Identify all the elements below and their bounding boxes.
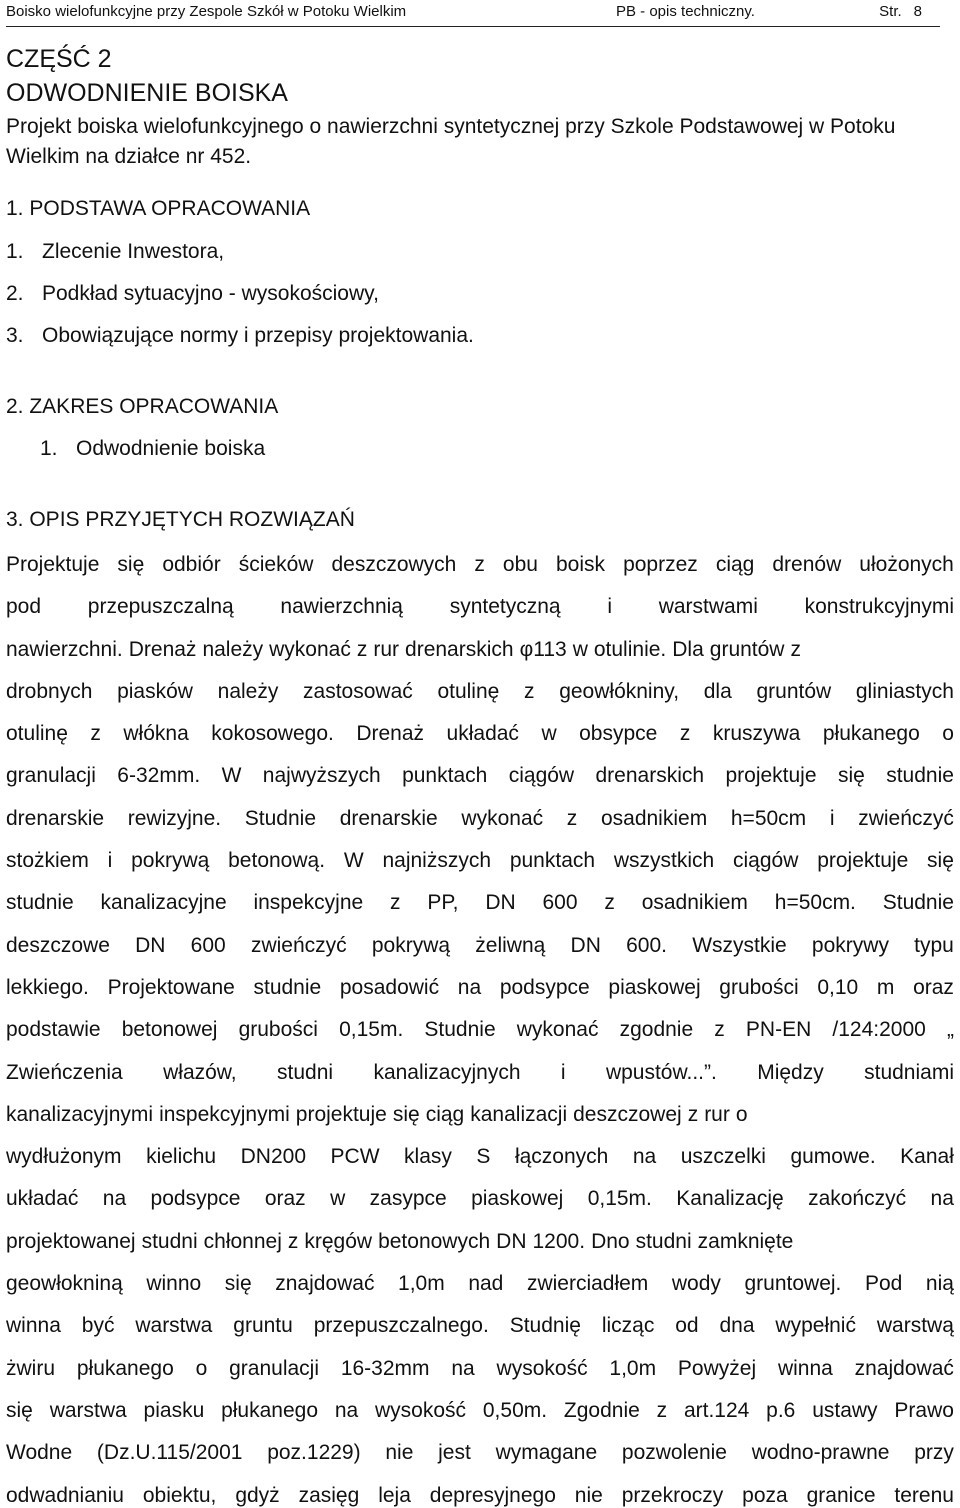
word: jest (438, 1441, 471, 1465)
word: osadnikiem (641, 891, 748, 915)
paragraph-line (6, 1475, 954, 1508)
word: p.6 (766, 1398, 796, 1422)
word: Wodne (6, 1441, 73, 1465)
word: zakończyć (808, 1187, 907, 1211)
word: gumowe. (790, 1145, 876, 1169)
word: gruntu (233, 1314, 293, 1338)
word: 0,10 (817, 975, 859, 999)
word: z (474, 553, 485, 576)
word: W (343, 849, 364, 873)
word: DN (135, 933, 166, 957)
word: granulacji (229, 1356, 319, 1380)
word: ścieków (238, 553, 314, 576)
word: betonowych (378, 1229, 491, 1253)
word: inspekcyjne (253, 891, 364, 915)
word: studni (277, 1060, 334, 1084)
word: podsypce (150, 1187, 241, 1211)
word: odbiór (162, 553, 221, 576)
word: wypełnić (775, 1314, 856, 1338)
word: studnie (253, 975, 322, 999)
word: kręgów (304, 1229, 373, 1253)
word: 600 (190, 933, 226, 957)
word: grubości (719, 975, 799, 999)
word: piasku (143, 1398, 205, 1422)
word: 16-32mm (340, 1356, 430, 1380)
word: pokrywą (131, 849, 210, 873)
word: klasy (404, 1145, 452, 1169)
word: konstrukcyjnymi (804, 595, 954, 619)
paragraph-line (6, 967, 954, 1009)
word: W (221, 764, 242, 788)
word: kanalizacji (470, 1102, 568, 1126)
word: Studnie (424, 1018, 496, 1042)
word: zastosować (303, 679, 413, 703)
word: obiektu, (142, 1483, 217, 1507)
word: kokosowego. (211, 722, 334, 746)
word: zwieńczyć (858, 806, 954, 830)
list-item-text: Odwodnienie boiska (76, 437, 266, 460)
word: z (90, 722, 101, 746)
header-page-label (879, 2, 922, 22)
word: należy (217, 679, 279, 703)
word: się (837, 764, 865, 788)
word: przy (914, 1441, 954, 1465)
word: lekkiego. (6, 975, 89, 999)
paragraph-line (6, 882, 954, 924)
word: piaskowej (608, 975, 701, 999)
word: studni (635, 1229, 692, 1253)
section-heading-solutions: 3. OPIS PRZYJĘTYCH ROZWIĄZAŃ (6, 508, 355, 531)
word: ułożonych (859, 553, 954, 576)
word: obsypce (579, 722, 658, 746)
header-page-prefix: Str. (879, 3, 902, 20)
word: płukanego (76, 1356, 174, 1380)
word: nad (468, 1272, 504, 1296)
word: dna (719, 1314, 755, 1338)
list-item-text: Podkład sytuacyjno - wysokościowy, (42, 282, 379, 305)
paragraph-line (6, 671, 954, 713)
word: otulinie. (593, 637, 667, 661)
word: żeliwną (475, 933, 546, 957)
word: 0,15m. (587, 1187, 652, 1211)
paragraph-line (6, 798, 954, 840)
word: z (679, 722, 691, 746)
word: betonową. (228, 849, 326, 873)
word: 1,0m (609, 1356, 657, 1380)
word: drenarskie (339, 806, 438, 830)
word: 6-32mm. (117, 764, 201, 788)
word: DN (570, 933, 601, 957)
word: nie (385, 1441, 414, 1465)
word: betonowej (121, 1018, 218, 1042)
word: punktach (509, 849, 596, 873)
word: Pod (864, 1272, 903, 1296)
word: Prawo (894, 1398, 954, 1422)
word: kanalizacyjnymi (6, 1102, 154, 1126)
paragraph-line (6, 1094, 954, 1136)
word: m (876, 975, 895, 999)
word: Wszystkie (692, 933, 787, 957)
word: projektuje (817, 849, 909, 873)
word: boisk (556, 553, 606, 576)
word: o (195, 1356, 208, 1380)
paragraph-line (6, 586, 954, 628)
word: płukanego (822, 722, 920, 746)
word: deszczowej (573, 1102, 682, 1126)
word: (Dz.U.115/2001 (96, 1441, 243, 1465)
word: typu (914, 933, 954, 957)
word: zasypce (369, 1187, 447, 1211)
basis-list-item (6, 322, 474, 350)
word: z (687, 1102, 699, 1126)
word: warstwami (658, 595, 758, 619)
word: Studnie (244, 806, 317, 830)
word: być (81, 1314, 115, 1338)
word: piaskowej (471, 1187, 564, 1211)
word: nie (574, 1483, 603, 1507)
word: włókna (123, 722, 189, 746)
word: 0,15m. (339, 1018, 404, 1042)
word: Zgodnie (563, 1398, 640, 1422)
word: gruntowej. (744, 1272, 842, 1296)
word: 0,50m. (482, 1398, 548, 1422)
paragraph-line (6, 1178, 954, 1220)
word: PP, (427, 891, 459, 915)
word: drenarskich (595, 764, 705, 788)
word: geowłokniną (6, 1272, 123, 1296)
word: na (457, 975, 482, 999)
word: wodno-prawne (751, 1441, 890, 1465)
word: DN (485, 891, 516, 915)
word: leja (378, 1483, 411, 1507)
paragraph-line (6, 1221, 954, 1263)
paragraph-line (6, 713, 954, 755)
word: warstwa (49, 1398, 127, 1422)
word: Powyżej (677, 1356, 757, 1380)
word: w (572, 637, 588, 661)
word: nią (925, 1272, 954, 1296)
word: z (656, 1398, 668, 1422)
word: wysokość (375, 1398, 467, 1422)
paragraph-line (6, 1390, 954, 1432)
word: drenarskie (6, 806, 105, 830)
paragraph-line (6, 840, 954, 882)
word: znajdować (854, 1356, 954, 1380)
word: wymagane (495, 1441, 598, 1465)
word: na (632, 1145, 657, 1169)
word: najniższych (382, 849, 492, 873)
word: studniami (864, 1060, 954, 1084)
word: kielichu (146, 1145, 217, 1169)
word: przekroczy (621, 1483, 724, 1507)
word: granice (806, 1483, 876, 1507)
word: winno (146, 1272, 202, 1296)
word: zasięg (298, 1483, 360, 1507)
word: wydłużonym (6, 1145, 122, 1169)
paragraph-line (6, 925, 954, 967)
word: depresyjnego (429, 1483, 556, 1507)
word: stożkiem (6, 849, 89, 873)
word: wykonać (516, 1018, 599, 1042)
word: S (476, 1145, 491, 1169)
word: układać (6, 1187, 79, 1211)
word: na (334, 1398, 359, 1422)
word: wpustów...”. (605, 1060, 717, 1084)
word: znajdować (275, 1272, 375, 1296)
word: /124:2000 (832, 1018, 926, 1042)
word: gruntów (709, 637, 785, 661)
header-document-type: PB - opis techniczny. (616, 3, 755, 20)
word: ustawy (812, 1398, 878, 1422)
scope-list-item (40, 435, 265, 463)
word: rur (704, 1102, 730, 1126)
page-header (6, 2, 940, 27)
word: Między (757, 1060, 824, 1084)
word: z (287, 1229, 299, 1253)
word: łączonych (514, 1145, 609, 1169)
word: inspekcyjnymi (159, 1102, 290, 1126)
word: i (829, 806, 835, 830)
word: ciągów (733, 849, 799, 873)
word: pozwolenie (621, 1441, 727, 1465)
word: ciągów (508, 764, 575, 788)
word: nawierzchni. (6, 637, 123, 661)
word: poprzez (623, 553, 698, 576)
word: chłonnej (203, 1229, 282, 1253)
word: zgodnie (619, 1018, 694, 1042)
word: zamknięte (697, 1229, 794, 1253)
intro-paragraph: Projekt boiska wielofunkcyjnego o nawierzchni syntetycznej przy Szkole Podstawowej w Potoku Wielkim na działce nr 452. (6, 115, 896, 168)
word: pokrywy (811, 933, 889, 957)
header-page-number: 8 (913, 3, 922, 20)
basis-list-item (6, 280, 379, 308)
word: płukanego (221, 1398, 318, 1422)
list-item-number: 1. (40, 437, 58, 460)
list-item-number: 3. (6, 324, 24, 347)
word: 1,0m (398, 1272, 445, 1296)
word: o (735, 1102, 748, 1126)
word: i (560, 1060, 566, 1084)
word: 600 (542, 891, 578, 915)
word: 600. (626, 933, 667, 957)
paragraph-line (6, 1263, 954, 1305)
document-title: ODWODNIENIE BOISKA (6, 79, 288, 107)
word: art.124 (683, 1398, 750, 1422)
header-project-title: Boisko wielofunkcyjne przy Zespole Szkół w Potoku Wielkim (6, 3, 407, 20)
word: deszczowych (331, 553, 457, 576)
word: projektuje (725, 764, 817, 788)
word: warstwą (876, 1314, 954, 1338)
paragraph-line (6, 1052, 954, 1094)
word: Kanał (900, 1145, 954, 1169)
word: studnie (6, 891, 74, 915)
word: 1200. (532, 1229, 586, 1253)
word: na (102, 1187, 127, 1211)
word: granulacji (6, 764, 96, 788)
word: Dno (591, 1229, 630, 1253)
paragraph-line (6, 1136, 954, 1178)
word: warstwa (135, 1314, 213, 1338)
word: w (541, 722, 557, 746)
word: z (566, 806, 578, 830)
word: PN-EN (745, 1018, 812, 1042)
word: Studnię (509, 1314, 581, 1338)
word: punktach (402, 764, 488, 788)
word: podstawie (6, 1018, 101, 1042)
word: zwierciadłem (526, 1272, 649, 1296)
word: grubości (238, 1018, 318, 1042)
word: wszystkich (613, 849, 715, 873)
word: wykonać (461, 806, 544, 830)
paragraph-line (6, 1305, 954, 1347)
word: Drenaż (128, 637, 197, 661)
word: i (107, 849, 113, 873)
word: przepuszczalnego. (313, 1314, 489, 1338)
word: o (942, 722, 954, 746)
word: otulinę (437, 679, 500, 703)
word: uszczelki (680, 1145, 766, 1169)
word: z (390, 891, 401, 915)
word: obu (502, 553, 538, 576)
word: odwadnianiu (6, 1483, 124, 1507)
part-title: CZĘŚĆ 2 (6, 45, 112, 73)
word: w (330, 1187, 346, 1211)
word: studni (141, 1229, 198, 1253)
word: Kanalizację (676, 1187, 784, 1211)
word: Dla (672, 637, 704, 661)
word: gruntów (756, 679, 832, 703)
word: z (524, 679, 535, 703)
word: nawierzchnią (280, 595, 403, 619)
word: drobnych (6, 679, 93, 703)
word: „ (946, 1018, 954, 1042)
paragraph-line (6, 1432, 954, 1474)
word: DN (496, 1229, 527, 1253)
word: winna (777, 1356, 833, 1380)
word: φ113 (519, 637, 567, 661)
word: Projektuje (6, 553, 100, 576)
paragraph-line (6, 1348, 954, 1390)
word: się (224, 1272, 252, 1296)
word: PCW (330, 1145, 380, 1169)
word: kanalizacyjnych (373, 1060, 521, 1084)
word: ciąg (715, 553, 755, 576)
paragraph-line (6, 544, 954, 586)
word: licząc (601, 1314, 655, 1338)
word: rewizyjne. (127, 806, 222, 830)
word: należy (202, 637, 264, 661)
paragraph-line (6, 755, 954, 797)
word: gdyż (235, 1483, 280, 1507)
word: Studnie (882, 891, 954, 915)
word: z (790, 637, 801, 661)
word: układać (446, 722, 519, 746)
word: się (6, 1398, 33, 1422)
word: na (451, 1356, 475, 1380)
word: najwyższych (262, 764, 381, 788)
word: wysokość (496, 1356, 588, 1380)
word: drenów (772, 553, 842, 576)
word: od (675, 1314, 699, 1338)
word: zwieńczyć (250, 933, 347, 957)
word: posadowić (339, 975, 440, 999)
word: gliniastych (855, 679, 954, 703)
word: pokrywą (371, 933, 451, 957)
word: kruszywa (712, 722, 801, 746)
list-item-number: 2. (6, 282, 24, 305)
word: Zwieńczenia (6, 1060, 123, 1084)
word: syntetyczną (449, 595, 561, 619)
list-item-text: Zlecenie Inwestora, (42, 240, 225, 263)
word: otulinę (6, 722, 68, 746)
word: przepuszczalną (87, 595, 234, 619)
basis-list-item (6, 238, 224, 266)
word: DN200 (240, 1145, 306, 1169)
word: na (930, 1187, 954, 1211)
word: dla (703, 679, 732, 703)
list-item-number: 1. (6, 240, 24, 263)
word: włazów, (163, 1060, 237, 1084)
solutions-paragraph (6, 544, 954, 1508)
word: osadnikiem (600, 806, 708, 830)
word: h=50cm (730, 806, 807, 830)
word: kanalizacyjne (100, 891, 227, 915)
section-heading-scope: 2. ZAKRES OPRACOWANIA (6, 395, 279, 418)
word: rur (373, 637, 400, 661)
word: piasków (117, 679, 193, 703)
word: z (356, 637, 368, 661)
paragraph-line (6, 1009, 954, 1051)
word: ciąg (425, 1102, 465, 1126)
word: geowłókniny, (559, 679, 680, 703)
word: poz.1229) (267, 1441, 361, 1465)
paragraph-line (6, 629, 954, 671)
word: podsypce (499, 975, 590, 999)
word: z (714, 1018, 725, 1042)
word: żwiru (6, 1356, 56, 1380)
word: i (607, 595, 612, 619)
word: deszczowe (6, 933, 110, 957)
word: z (604, 891, 615, 915)
list-item-text: Obowiązujące normy i przepisy projektowania. (42, 324, 474, 347)
word: drenarskich (405, 637, 514, 661)
word: studnie (886, 764, 954, 788)
word: się (927, 849, 954, 873)
word: oraz (913, 975, 954, 999)
word: oraz (264, 1187, 306, 1211)
word: wykonać (269, 637, 351, 661)
word: projektuje (295, 1102, 387, 1126)
word: terenu (894, 1483, 954, 1507)
word: pod (6, 595, 42, 619)
word: poza (742, 1483, 788, 1507)
word: się (392, 1102, 420, 1126)
word: h=50cm. (774, 891, 856, 915)
word: Projektowane (107, 975, 235, 999)
word: projektowanej (6, 1229, 136, 1253)
section-heading-basis: 1. PODSTAWA OPRACOWANIA (6, 197, 311, 220)
word: wody (671, 1272, 721, 1296)
word: Drenaż (356, 722, 425, 746)
word: winna (6, 1314, 61, 1338)
word: się (117, 553, 145, 576)
